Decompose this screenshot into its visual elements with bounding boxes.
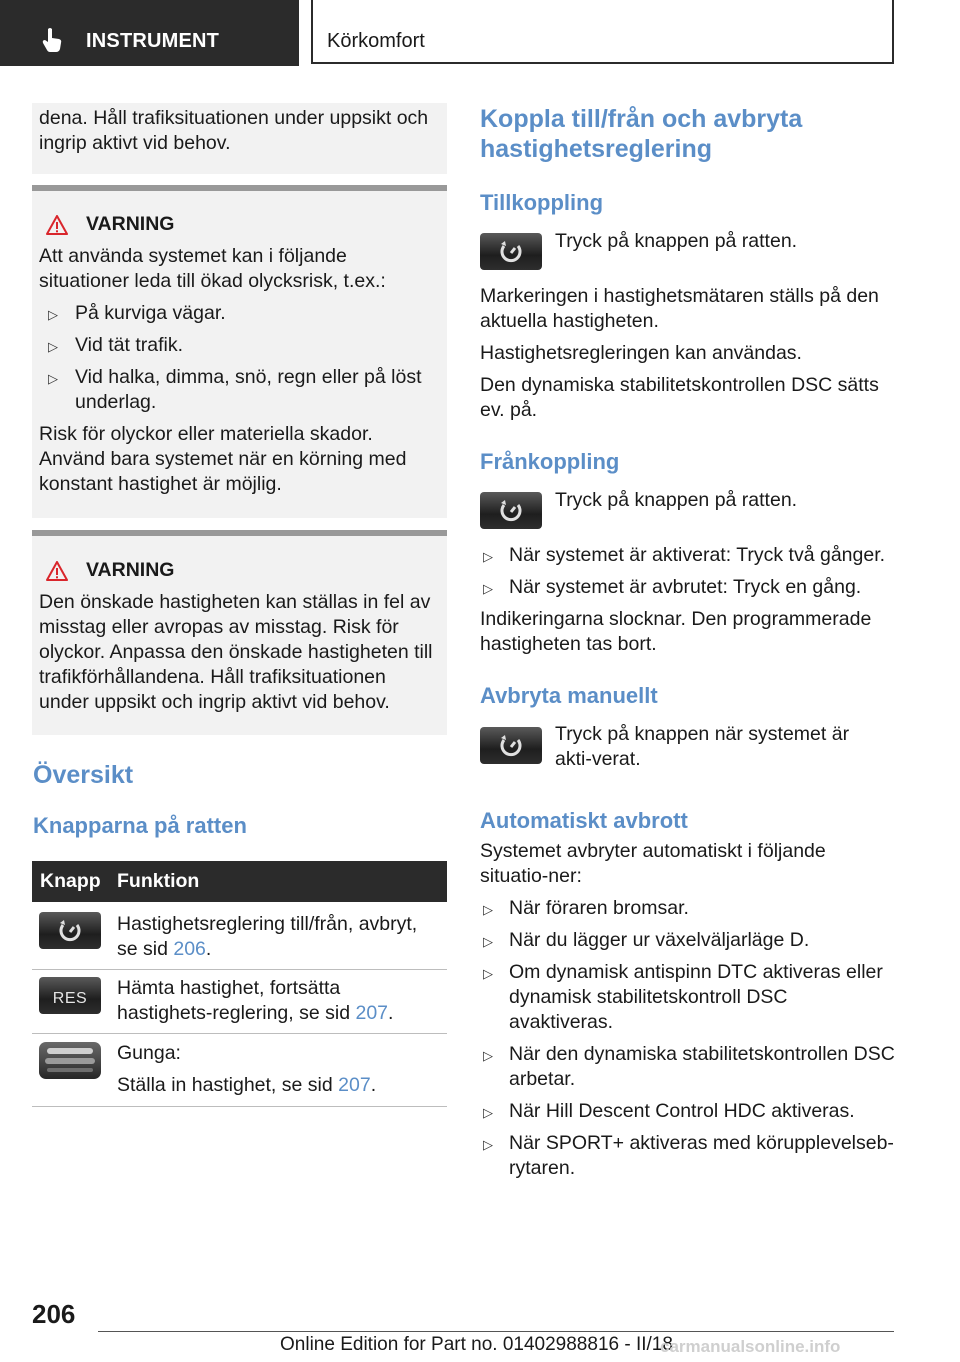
list-item: ▷ När du lägger ur växelväljarläge D. [483,929,810,951]
warning-box-1 [32,185,447,518]
footer-divider [98,1331,894,1332]
overview-heading: Översikt [33,761,134,789]
list-item: ▷ När systemet är aktiverat: Tryck två gånger. [483,544,886,566]
chapter-title: Körkomfort [327,30,425,52]
page-link[interactable]: 206 [173,938,206,960]
section-title: INSTRUMENT [86,30,220,52]
paragraph: Indikeringarna slocknar. Den programmerade hastigheten tas bort. [480,608,872,655]
list-item: ▷ När föraren bromsar. [483,897,689,919]
rocker-switch-icon [39,1042,101,1079]
table-row [32,902,447,969]
list-item: ▷ På kurviga vägar. [48,302,226,324]
list-item: ▷ När den dynamiska stabilitetskontrollen DSC arbetar. [483,1043,895,1090]
col-header-function: Funktion [109,861,447,902]
list-item: ▷ Vid tät trafik. [48,334,184,356]
continued-box [32,103,447,174]
press-instruction: Tryck på knappen på ratten. [555,489,798,511]
warning-intro: Att använda systemet kan i följande situationer leda till ökad olycksrisk, t.ex.: [39,245,386,292]
tillkoppling-heading: Tillkoppling [480,190,604,215]
continued-text: dena. Håll trafiksituationen under uppsikt och ingrip aktivt vid behov. [39,107,429,154]
buttons-subheading: Knapparna på ratten [33,813,247,838]
page-number: 206 [32,1299,76,1329]
list-item: ▷ Om dynamisk antispinn DTC aktiveras eller dynamisk stabilitetskontroll DSC avaktiveras. [483,961,883,1033]
function-cell: Hämta hastighet, fortsätta hastighets-reglering, se sid 207. [109,969,447,1033]
avbryta-heading: Avbryta manuellt [480,683,658,708]
list-item: ▷ När SPORT+ aktiveras med körupplevelseb-rytaren. [483,1132,894,1179]
warning-title: VARNING [39,212,437,237]
buttons-table [32,861,447,1107]
warning-bar [32,530,447,536]
paragraph: Den dynamiska stabilitetskontrollen DSC sätts ev. på. [480,374,879,421]
hand-pointer-icon [40,27,66,53]
paragraph: Hastighetsregleringen kan användas. [480,342,802,364]
edition-text: Online Edition for Part no. 01402988816 - II/18 [280,1334,673,1355]
function-cell: Gunga: Ställa in hastighet, se sid 207. [109,1033,447,1106]
res-button-icon: RES [39,977,101,1014]
list-item: ▷ Vid halka, dimma, snö, regn eller på löst underlag. [48,366,422,413]
paragraph: Markeringen i hastighetsmätaren ställs på den aktuella hastigheten. [480,285,879,332]
warning-outro: Risk för olyckor eller materiella skador. Använd bara systemet när en körning med konstant hastighet är möjlig. [39,423,407,495]
list-item: ▷ När Hill Descent Control HDC aktiveras. [483,1100,855,1122]
automatiskt-heading: Automatiskt avbrott [480,808,688,833]
page-link[interactable]: 207 [338,1073,371,1096]
list-item: ▷ När systemet är avbrutet: Tryck en gång. [483,576,862,598]
warning-box-2 [32,530,447,735]
table-row [32,1033,447,1106]
warning-triangle-icon [46,215,68,235]
warning-triangle-icon [46,561,68,581]
warning-text: Den önskade hastigheten kan ställas in fel av misstag eller avropas av misstag. Risk för olyckor. Anpassa den önskade hastigheten till trafikförhållandena. Håll trafiksituationen under uppsikt och ingrip aktivt vid behov. [39,591,433,713]
frankoppling-heading: Frånkoppling [480,449,620,474]
warning-bar [32,185,447,191]
chapter-tab [311,0,894,64]
main-heading: Koppla till/från och avbryta hastighetsreglering [480,105,803,163]
paragraph: Systemet avbryter automatiskt i följande situatio-ner: [480,840,826,887]
cruise-control-button-icon [39,912,101,949]
cruise-control-button-icon [480,727,542,764]
warning-title: VARNING [39,558,437,583]
function-cell: Hastighetsreglering till/från, avbryt, se sid 206. [109,902,447,969]
section-tab [0,0,299,66]
table-row [32,969,447,1033]
page-link[interactable]: 207 [355,1001,389,1024]
cruise-control-button-icon [480,492,542,529]
press-instruction: Tryck på knappen när systemet är akti-verat. [555,723,850,770]
press-instruction: Tryck på knappen på ratten. [555,230,798,252]
watermark: carmanualsonline.info [660,1337,841,1356]
cruise-control-button-icon [480,233,542,270]
col-header-button: Knapp [32,861,109,902]
